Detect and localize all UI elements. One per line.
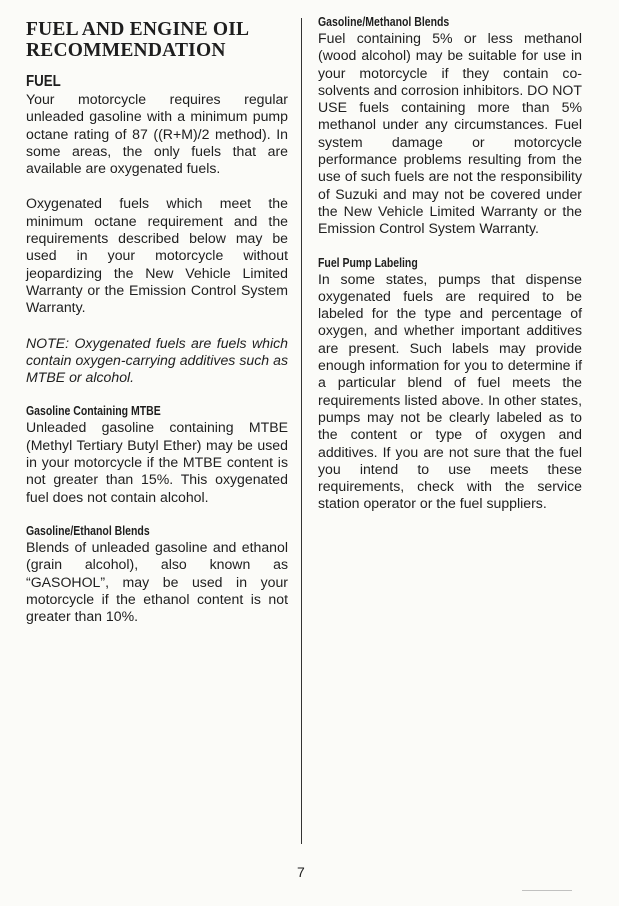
- pump-labeling-paragraph: In some states, pumps that dispense oxygenated fuels are required to be labeled for the type and percentage of oxygen, and whether important additives are present. Such labels may provide enough information for you to determine if a particular blend of fuel meets the requirements listed above. In other states, pumps may not be clearly labeled as to the content or type of oxygen and additives. If you are not sure that the fuel you intend to use meets these requirements, check with the service station operator or the fuel suppliers.: [318, 270, 582, 512]
- ethanol-heading: Gasoline/Ethanol Blends: [26, 523, 150, 538]
- mtbe-paragraph: Unleaded gasoline containing MTBE (Methyl Tertiary Butyl Ether) may be used in your motorcycle if the MTBE content is not greater than 15%. This oxygenated fuel does not contain alcohol.: [26, 419, 288, 505]
- column-divider: [301, 18, 302, 844]
- left-column: [26, 0, 288, 625]
- page-title: FUEL AND ENGINE OIL RECOMMENDATION: [26, 19, 249, 61]
- pump-labeling-heading: Fuel Pump Labeling: [318, 255, 418, 270]
- note-paragraph: NOTE: Oxygenated fuels are fuels which contain oxygen-carrying additives such as MTBE or alcohol.: [26, 334, 288, 386]
- oxygenated-paragraph: Oxygenated fuels which meet the minimum octane requirement and the requirements described below may be used in your motorcycle without jeopardizing the New Vehicle Limited Warranty or the Emission Control System Warranty.: [26, 195, 288, 316]
- right-column: [318, 0, 582, 513]
- mtbe-heading: Gasoline Containing MTBE: [26, 404, 161, 419]
- methanol-paragraph: Fuel containing 5% or less methanol (wood alcohol) may be suitable for use in your motorcycle if they contain co-solvents and corrosion inhibitors. DO NOT USE fuels containing more than 5% methanol under any circumstances. Fuel system damage or motorcycle performance problems resulting from the use of such fuels are not the responsibility of Suzuki and may not be covered under the New Vehicle Limited Warranty or the Emission Control System Warranty.: [318, 30, 582, 237]
- fuel-paragraph: Your motorcycle requires regular unleaded gasoline with a minimum pump octane rating of 87 ((R+M)/2 method). In some areas, the only fuels that are available are oxygenated fuels.: [26, 91, 288, 177]
- page-number: 7: [297, 864, 305, 880]
- methanol-heading: Gasoline/Methanol Blends: [318, 15, 450, 29]
- scan-mark: [522, 890, 572, 891]
- fuel-heading: FUEL: [26, 73, 61, 90]
- ethanol-paragraph: Blends of unleaded gasoline and ethanol (grain alcohol), also known as “GASOHOL”, may be used in your motorcycle if the ethanol content is not greater than 10%.: [26, 538, 288, 625]
